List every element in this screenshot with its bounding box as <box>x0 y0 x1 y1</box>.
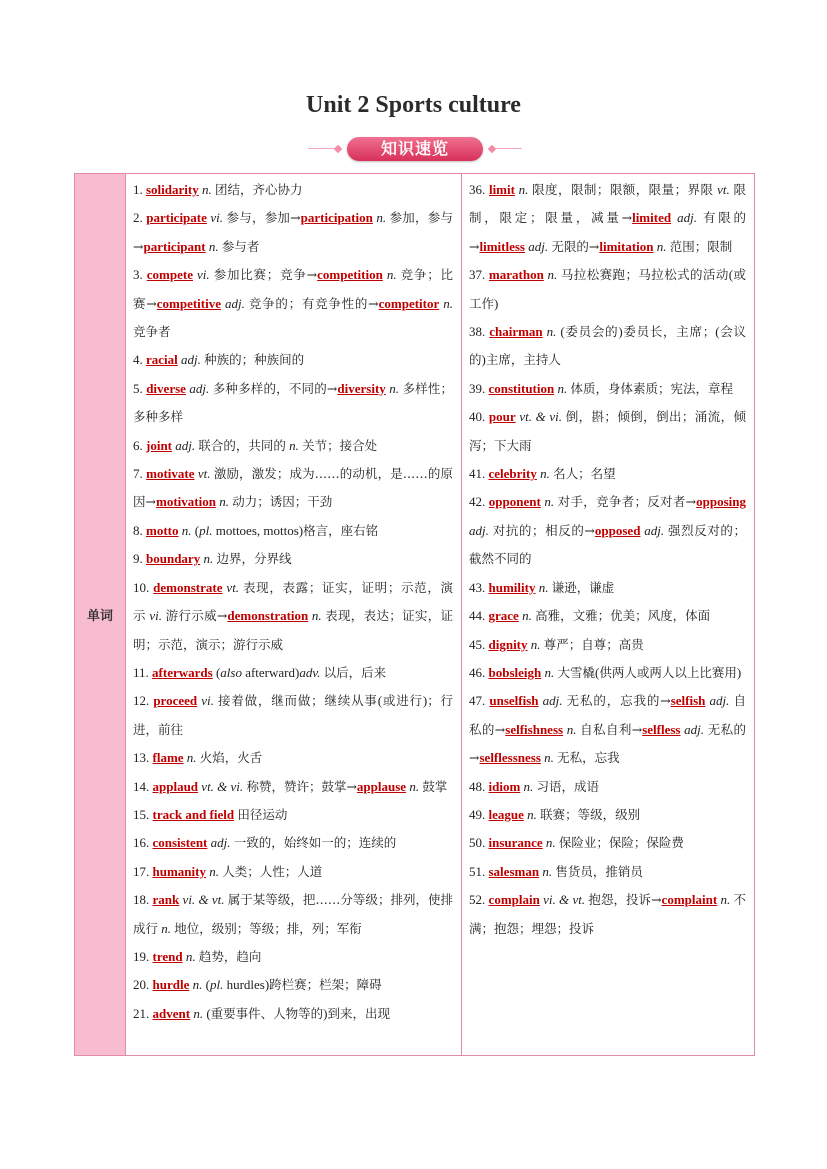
entry-text: ) <box>422 693 428 709</box>
part-of-speech: n. <box>530 636 541 652</box>
vocab-entry <box>133 659 453 687</box>
vocab-entry <box>133 773 453 801</box>
entry-text: 13. <box>133 750 153 766</box>
headword: advent <box>152 1005 191 1021</box>
definition-text: 高雅，文雅；优美；风度，体面 <box>535 608 711 624</box>
headword: demonstration <box>227 608 309 624</box>
definition-text: 无限的→ <box>551 238 600 254</box>
headword: competitive <box>156 295 221 311</box>
entry-text: 36. <box>469 182 489 197</box>
headword: limitation <box>599 238 654 254</box>
part-of-speech: vt. & vi. <box>201 778 244 794</box>
part-of-speech: n. <box>181 522 192 538</box>
entry-text: hurdles) <box>223 977 270 993</box>
part-of-speech: pl. <box>209 977 224 993</box>
definition-text: 委员会的 <box>564 324 619 340</box>
part-of-speech: adj. <box>210 835 231 851</box>
headword: applaud <box>152 778 199 794</box>
part-of-speech: n. <box>186 750 197 766</box>
definition-text: 团结，齐心协力 <box>214 182 303 197</box>
entry-text: 12. <box>133 693 154 709</box>
headword: afterwards <box>152 664 213 680</box>
headword: track and field <box>152 806 235 822</box>
entry-text: 48. <box>469 778 489 794</box>
headword: rank <box>152 892 180 908</box>
part-of-speech: n. <box>192 977 203 993</box>
vocab-entry <box>469 403 746 460</box>
entry-text: 47. <box>469 693 490 709</box>
entry-text: 2. <box>133 210 147 226</box>
part-of-speech: n. <box>547 267 558 283</box>
entry-text: 51. <box>469 863 489 879</box>
part-of-speech: adj. <box>181 352 201 368</box>
part-of-speech: n. <box>542 863 553 879</box>
part-of-speech: n. <box>219 494 229 510</box>
headword: proceed <box>153 693 198 709</box>
definition-text: 无私，忘我 <box>557 750 620 766</box>
part-of-speech: adj. <box>709 693 730 709</box>
headword: participant <box>143 238 206 254</box>
headword: opposing <box>696 494 746 510</box>
definition-text: 委员长，主席； <box>622 324 716 340</box>
entry-text: 19. <box>133 948 153 964</box>
headword: league <box>488 806 524 822</box>
part-of-speech: n. <box>209 863 219 879</box>
definition-text: 人类；人性；人道 <box>222 863 323 879</box>
definition-text: 属于某等级，把……分等级；排列，使排成行 <box>133 892 454 936</box>
entry-text: 45. <box>469 636 489 652</box>
part-of-speech: n. <box>544 750 554 766</box>
vocab-entry <box>133 517 453 545</box>
definition-text: 多种多样的，不同的→ <box>212 380 338 396</box>
definition-text: 田径运动 <box>237 806 288 822</box>
part-of-speech: vt. & vi. <box>519 409 563 425</box>
headword: motivation <box>155 494 216 510</box>
headword: diverse <box>146 380 186 396</box>
entry-text: ) <box>494 295 499 311</box>
definition-text: 谦逊，谦虚 <box>551 579 615 595</box>
part-of-speech: n. <box>518 182 529 197</box>
section-label: 单词 <box>86 609 113 624</box>
vocab-entry <box>133 858 453 886</box>
definition-text: 自私的→ <box>469 693 747 737</box>
part-of-speech: n. <box>185 948 196 964</box>
headword: motivate <box>146 466 195 482</box>
headword: opponent <box>488 494 541 510</box>
part-of-speech: vi. <box>197 267 210 283</box>
definition-text: 动力；诱因；干劲 <box>232 494 333 510</box>
part-of-speech: n. <box>203 551 214 567</box>
headword: demonstrate <box>153 579 223 595</box>
part-of-speech: adj. <box>644 522 665 538</box>
definition-text: 无私的→ <box>469 721 746 766</box>
headword: grace <box>488 608 519 624</box>
vocab-entry <box>469 460 746 488</box>
vocab-entry <box>133 943 453 971</box>
entry-text: ) <box>323 1005 328 1021</box>
vocab-column-left <box>126 174 462 1055</box>
headword: constitution <box>488 380 555 396</box>
vocab-entry <box>133 460 453 517</box>
entry-text: 46. <box>469 664 489 680</box>
headword: pour <box>488 409 516 425</box>
vocab-entry <box>133 574 453 659</box>
vocab-entry <box>133 261 453 346</box>
entry-text: ( <box>203 1005 211 1021</box>
headword: competitor <box>378 295 440 311</box>
definition-text: 参与，参加→ <box>226 210 301 226</box>
definition-text: 格言，座右铭 <box>303 522 379 538</box>
definition-text: 尊严；自尊；高贵 <box>543 636 644 652</box>
section-label-cell <box>75 174 126 1055</box>
section-banner <box>308 137 522 161</box>
entry-text: ( <box>728 267 734 283</box>
headword: insurance <box>488 835 543 851</box>
banner-line-right <box>495 148 522 149</box>
entry-text: 39. <box>469 380 489 396</box>
definition-text: 联合的，共同的 <box>198 437 286 453</box>
entry-text: 8. <box>133 522 146 538</box>
definition-text: 强烈反对的；截然不同的 <box>469 522 747 567</box>
part-of-speech: n. <box>443 295 453 311</box>
vocab-entry <box>469 375 746 403</box>
definition-text: 对抗的；相反的→ <box>492 522 595 538</box>
definition-text: 一致的，始终如一的；连续的 <box>233 835 397 851</box>
vocab-entry <box>133 744 453 772</box>
headword: limited <box>632 210 672 226</box>
entry-text: 10. <box>133 579 154 595</box>
definition-text: 种族的；种族间的 <box>204 352 305 368</box>
vocab-entry <box>133 801 453 829</box>
entry-text: 21. <box>133 1005 153 1021</box>
entry-text: 41. <box>469 466 489 482</box>
entry-text: 17. <box>133 863 153 879</box>
part-of-speech: adj. <box>684 721 705 737</box>
part-of-speech: n. <box>522 608 532 624</box>
definition-text: 竞争；比赛→ <box>133 267 453 311</box>
part-of-speech: vt. <box>197 466 211 482</box>
definition-text: 对手，竞争者；反对者→ <box>557 494 697 510</box>
part-of-speech: n. <box>201 182 212 197</box>
entry-text: 38. <box>469 324 490 340</box>
part-of-speech: vi. <box>210 210 224 226</box>
headword: idiom <box>488 778 521 794</box>
definition-text: ；行进，前往 <box>133 693 454 737</box>
headword: compete <box>146 267 193 283</box>
part-of-speech: n. <box>161 920 172 936</box>
headword: joint <box>146 437 172 453</box>
vocab-entry <box>469 261 746 318</box>
vocab-entry <box>469 659 746 687</box>
vocab-entry <box>469 773 746 801</box>
definition-text: 参与者 <box>221 238 260 254</box>
headword: chairman <box>489 324 543 340</box>
headword: participation <box>300 210 373 226</box>
part-of-speech: n. <box>289 437 299 453</box>
part-of-speech: n. <box>208 238 219 254</box>
definition-text: 称赞，赞许；鼓掌→ <box>246 778 357 794</box>
vocab-entry <box>469 829 746 857</box>
vocab-entry <box>133 176 453 204</box>
part-of-speech: n. <box>376 210 387 226</box>
definition-text: 或进行 <box>382 693 423 709</box>
entry-text: 52. <box>469 892 489 908</box>
headword: racial <box>146 352 178 368</box>
definition-text: 马拉松赛跑；马拉松式的活动 <box>560 267 729 283</box>
banner-line-left <box>308 148 335 149</box>
definition-text: 跨栏赛；栏架；障碍 <box>269 977 382 993</box>
definition-text: 无私的，忘我的→ <box>566 693 671 709</box>
part-of-speech: vi. <box>149 608 163 624</box>
part-of-speech: n. <box>656 238 667 254</box>
headword: celebrity <box>488 466 537 482</box>
headword: limitless <box>479 238 525 254</box>
entry-text: ) <box>618 324 623 340</box>
part-of-speech: n. <box>409 778 420 794</box>
part-of-speech: vi. & vt. <box>182 892 225 908</box>
vocab-entry <box>133 346 453 374</box>
vocab-entry <box>133 971 453 999</box>
entry-text: ( <box>212 664 221 680</box>
headword: dignity <box>488 636 528 652</box>
definition-text: 范围；限制 <box>669 238 733 254</box>
part-of-speech: adv. <box>299 664 321 680</box>
part-of-speech: adj. <box>677 210 697 226</box>
entry-text: 42. <box>469 494 489 510</box>
definition-text: 倒，斟；倾倒，倒出；涌流，倾泻；下大雨 <box>469 409 747 453</box>
definition-text: 保险业；保险；保险费 <box>558 835 684 851</box>
headword: humanity <box>152 863 206 879</box>
vocab-entry <box>133 687 453 744</box>
definition-text: 名人；名望 <box>553 466 616 482</box>
part-of-speech: vt. <box>717 182 730 197</box>
definition-text: 习语，成语 <box>536 778 600 794</box>
entry-text: 40. <box>469 409 489 425</box>
definition-text: 竞争者 <box>133 324 171 340</box>
part-of-speech: n. <box>557 380 568 396</box>
part-of-speech: n. <box>545 835 556 851</box>
part-of-speech: adj. <box>528 238 549 254</box>
definition-text: 参加比赛；竞争→ <box>213 267 318 283</box>
definition-text: 火焰，火舌 <box>199 750 263 766</box>
entry-text: 16. <box>133 835 153 851</box>
part-of-speech: n. <box>566 721 577 737</box>
part-of-speech: vi. <box>201 693 214 709</box>
headword: hurdle <box>152 977 190 993</box>
vocab-entry <box>469 602 746 630</box>
entry-text: mottoes, mottos) <box>212 522 304 538</box>
part-of-speech: n. <box>540 466 550 482</box>
part-of-speech: n. <box>544 494 555 510</box>
entry-text: 44. <box>469 608 489 624</box>
headword: competition <box>317 267 383 283</box>
part-of-speech: n. <box>193 1005 204 1021</box>
headword: bobsleigh <box>488 664 542 680</box>
page-title: Unit 2 Sports culture <box>306 92 521 118</box>
part-of-speech: adj. <box>469 522 489 538</box>
definition-text: 边界，分界线 <box>216 551 292 567</box>
definition-text: 趋势，趋向 <box>198 948 262 964</box>
entry-text: afterward) <box>241 664 300 680</box>
part-of-speech: n. <box>386 267 397 283</box>
vocab-entry <box>133 829 453 857</box>
banner-label: 知识速览 <box>347 137 483 161</box>
part-of-speech: n. <box>389 380 399 396</box>
definition-text: 主席，主持人 <box>485 352 561 368</box>
headword: participate <box>146 210 207 226</box>
entry-text: 18. <box>133 892 153 908</box>
entry-text: ( <box>595 664 600 680</box>
entry-text: 14. <box>133 778 153 794</box>
definition-text: 接着做，继而做；继续从事 <box>217 693 378 709</box>
entry-text: 49. <box>469 806 489 822</box>
headword: applause <box>356 778 407 794</box>
vocab-entry <box>133 204 453 261</box>
vocab-entry <box>133 886 453 943</box>
entry-text: ( <box>202 977 210 993</box>
headword: trend <box>152 948 183 964</box>
definition-text: 多样性；多种多样 <box>133 380 454 425</box>
definition-text: 售货员，推销员 <box>555 863 643 879</box>
entry-text: 3. <box>133 267 147 283</box>
definition-text: 限度，限制；限额，限量；界限 <box>532 182 714 197</box>
vocab-entry <box>469 176 746 261</box>
part-of-speech: n. <box>720 892 731 908</box>
vocab-column-right <box>462 174 754 1055</box>
vocab-entry <box>469 687 746 772</box>
vocabulary-table <box>74 173 755 1056</box>
entry-text: ( <box>377 693 383 709</box>
entry-text: 50. <box>469 835 489 851</box>
definition-text: 到来，出现 <box>327 1005 391 1021</box>
definition-text: 供两人或两人以上比赛用 <box>599 664 737 680</box>
definition-text: 会议的 <box>469 324 746 368</box>
entry-text: 37. <box>469 267 489 283</box>
part-of-speech: n. <box>538 579 549 595</box>
definition-text: 游行示威→ <box>165 608 228 624</box>
part-of-speech: n. <box>546 324 557 340</box>
definition-text: 有限的→ <box>469 210 747 254</box>
definition-text: 激励，激发；成为……的动机，是……的原因→ <box>133 466 454 510</box>
vocab-entry <box>469 886 746 943</box>
part-of-speech: adj. <box>175 437 196 453</box>
headword: selfish <box>670 693 706 709</box>
headword: humility <box>488 579 536 595</box>
entry-text: 4. <box>133 352 146 368</box>
part-of-speech: n. <box>544 664 555 680</box>
entry-text: 11. <box>133 664 153 680</box>
headword: complaint <box>661 892 718 908</box>
part-of-speech: n. <box>527 806 537 822</box>
entry-text: 9. <box>133 551 146 567</box>
definition-text: 或工作 <box>469 267 747 311</box>
definition-text: 限制，限定；限量，减量→ <box>469 182 746 226</box>
definition-text: 参加，参与→ <box>133 210 453 254</box>
entry-text: ( <box>715 324 720 340</box>
definition-text: 表现，表达；证实，证明；示范，演示；游行示威 <box>133 608 454 652</box>
entry-text: 43. <box>469 579 489 595</box>
headword: diversity <box>337 380 386 396</box>
definition-text: 抱怨，投诉→ <box>588 892 662 908</box>
vocab-entry <box>469 801 746 829</box>
headword: limit <box>488 182 515 197</box>
definition-text: 重要事件、人物等的 <box>210 1005 324 1021</box>
part-of-speech: also <box>220 664 242 680</box>
headword: flame <box>152 750 184 766</box>
definition-text: 地位，级别；等级；排，列；军衔 <box>174 920 362 936</box>
entry-text: 15. <box>133 806 153 822</box>
headword: complain <box>488 892 540 908</box>
vocab-entry <box>133 1000 453 1028</box>
headword: boundary <box>146 551 201 567</box>
headword: marathon <box>488 267 544 283</box>
definition-text: 不满；抱怨；埋怨；投诉 <box>469 892 747 936</box>
entry-text: ( <box>556 324 565 340</box>
entry-text: 6. <box>133 437 146 453</box>
entry-text: ( <box>191 522 200 538</box>
vocab-entry <box>469 858 746 886</box>
definition-text: 大雪橇 <box>557 664 596 680</box>
headword: salesman <box>488 863 540 879</box>
vocab-entry <box>133 432 453 460</box>
definition-text: 体质，身体素质；宪法，章程 <box>570 380 733 396</box>
entry-text: 7. <box>133 466 147 482</box>
definition-text: 关节；接合处 <box>302 437 378 453</box>
entry-text: ) <box>481 352 486 368</box>
definition-text: 联赛；等级，级别 <box>540 806 641 822</box>
headword: motto <box>146 522 179 538</box>
vocab-entry <box>469 574 746 602</box>
vocab-entry <box>469 318 746 375</box>
headword: selflessness <box>479 750 541 766</box>
entry-text: 1. <box>133 182 146 197</box>
vocab-entry <box>133 375 453 432</box>
headword: selfishness <box>505 721 564 737</box>
definition-text: 以后，后来 <box>323 664 387 680</box>
definition-text: 自私自利→ <box>580 721 643 737</box>
part-of-speech: n. <box>311 608 322 624</box>
definition-text: 表现，表露；证实，证明；示范，演示 <box>133 579 453 624</box>
vocab-entry <box>133 545 453 573</box>
part-of-speech: n. <box>523 778 534 794</box>
definition-text: 竞争的；有竞争性的→ <box>248 295 379 311</box>
headword: solidarity <box>146 182 199 197</box>
entry-text: 20. <box>133 977 153 993</box>
part-of-speech: vi. & vt. <box>543 892 586 908</box>
part-of-speech: vt. <box>226 579 240 595</box>
vocab-entry <box>469 488 746 573</box>
part-of-speech: adj. <box>225 295 245 311</box>
part-of-speech: adj. <box>542 693 563 709</box>
entry-text: ) <box>736 664 742 680</box>
vocab-entry <box>469 631 746 659</box>
part-of-speech: pl. <box>199 522 213 538</box>
definition-text: 鼓掌 <box>422 778 448 794</box>
headword: opposed <box>594 522 641 538</box>
headword: unselfish <box>489 693 539 709</box>
part-of-speech: adj. <box>189 380 210 396</box>
headword: consistent <box>152 835 208 851</box>
entry-text: 5. <box>133 380 147 396</box>
headword: selfless <box>642 721 681 737</box>
